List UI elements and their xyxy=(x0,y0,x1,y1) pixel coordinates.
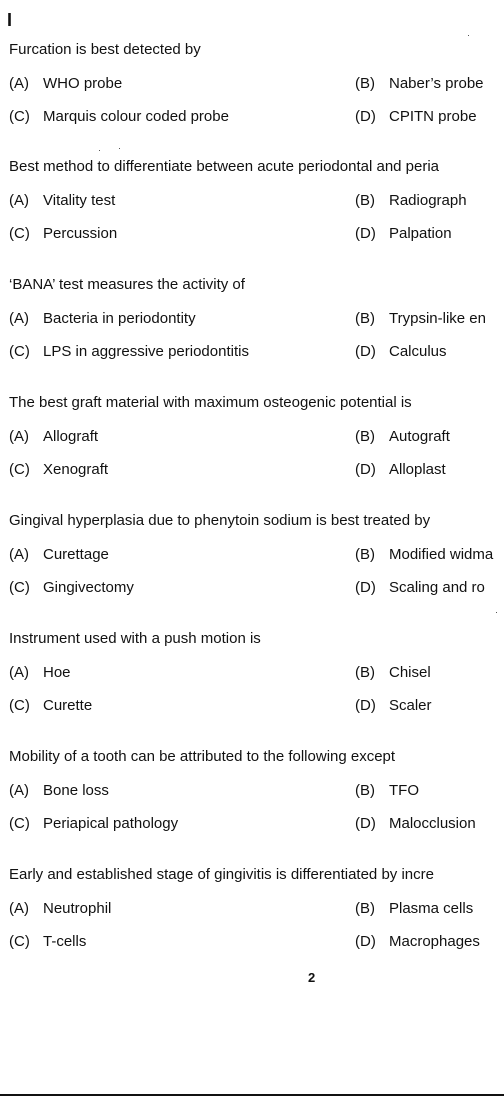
option-a xyxy=(9,664,71,682)
option-b xyxy=(355,192,467,210)
scan-speck xyxy=(99,150,100,151)
option-text: CPITN probe xyxy=(389,108,477,125)
option-label: (A) xyxy=(9,428,29,445)
option-label: (A) xyxy=(9,75,29,92)
option-label: (A) xyxy=(9,192,29,209)
question-8 xyxy=(0,866,504,983)
option-b xyxy=(355,782,419,800)
option-text: Modified widma xyxy=(389,546,494,563)
option-label: (D) xyxy=(355,815,376,832)
option-text: Naber’s probe xyxy=(389,75,484,92)
option-c xyxy=(9,933,86,951)
option-c xyxy=(9,815,178,833)
option-b xyxy=(355,428,450,446)
option-label: (B) xyxy=(355,310,375,327)
option-label: (C) xyxy=(9,933,30,950)
question-5 xyxy=(0,512,504,629)
option-text: Scaler xyxy=(389,697,432,714)
option-text: WHO probe xyxy=(43,75,123,92)
option-label: (C) xyxy=(9,108,30,125)
option-a xyxy=(9,782,109,800)
option-label: (B) xyxy=(355,546,375,563)
option-d xyxy=(355,343,447,361)
option-d xyxy=(355,697,432,715)
option-text: Macrophages xyxy=(389,933,480,950)
scan-speck xyxy=(468,35,469,36)
option-label: (B) xyxy=(355,428,375,445)
option-label: (A) xyxy=(9,900,29,917)
option-label: (B) xyxy=(355,900,375,917)
question-3 xyxy=(0,276,504,393)
option-label: (C) xyxy=(9,461,30,478)
question-stem: Mobility of a tooth can be attributed to the following except xyxy=(9,748,396,765)
option-d xyxy=(355,108,477,126)
option-label: (B) xyxy=(355,192,375,209)
option-label: (C) xyxy=(9,579,30,596)
option-b xyxy=(355,900,473,918)
option-text: Percussion xyxy=(43,225,118,242)
option-label: (C) xyxy=(9,697,30,714)
option-c xyxy=(9,108,229,126)
option-label: (C) xyxy=(9,343,30,360)
option-text: Hoe xyxy=(43,664,71,681)
option-label: (D) xyxy=(355,579,376,596)
option-d xyxy=(355,461,446,479)
question-2 xyxy=(0,158,504,275)
scan-speck xyxy=(496,612,497,613)
option-label: (A) xyxy=(9,546,29,563)
option-label: (D) xyxy=(355,343,376,360)
option-text: Plasma cells xyxy=(389,900,474,917)
question-stem: The best graft material with maximum osteogenic potential is xyxy=(9,394,412,411)
option-label: (A) xyxy=(9,664,29,681)
option-text: Bacteria in periodontity xyxy=(43,310,196,327)
scan-speck xyxy=(119,148,120,149)
option-b xyxy=(355,310,486,328)
option-text: Chisel xyxy=(389,664,431,681)
option-d xyxy=(355,933,480,951)
option-label: (B) xyxy=(355,75,375,92)
option-label: (B) xyxy=(355,782,375,799)
option-text: Curettage xyxy=(43,546,109,563)
option-a xyxy=(9,428,98,446)
option-c xyxy=(9,225,117,243)
option-label: (D) xyxy=(355,697,376,714)
option-text: Scaling and ro xyxy=(389,579,485,596)
question-stem: Instrument used with a push motion is xyxy=(9,630,261,647)
option-a xyxy=(9,546,109,564)
option-text: Curette xyxy=(43,697,93,714)
option-c xyxy=(9,343,249,361)
option-text: Radiograph xyxy=(389,192,467,209)
option-d xyxy=(355,815,476,833)
option-label: (A) xyxy=(9,782,29,799)
option-text: Allograft xyxy=(43,428,99,445)
option-text: LPS in aggressive periodontitis xyxy=(43,343,249,360)
bottom-rule xyxy=(0,1094,504,1096)
option-a xyxy=(9,900,111,918)
option-text: TFO xyxy=(389,782,419,799)
option-text: Xenograft xyxy=(43,461,109,478)
option-d xyxy=(355,225,452,243)
option-text: Vitality test xyxy=(43,192,116,209)
option-text: Periapical pathology xyxy=(43,815,179,832)
option-text: Gingivectomy xyxy=(43,579,134,596)
option-label: (D) xyxy=(355,933,376,950)
option-a xyxy=(9,75,122,93)
question-stem: Early and established stage of gingivitis is differentiated by incre xyxy=(9,866,434,883)
option-label: (D) xyxy=(355,461,376,478)
option-text: Autograft xyxy=(389,428,450,445)
option-c xyxy=(9,697,92,715)
option-c xyxy=(9,461,108,479)
option-text: Trypsin-like en xyxy=(389,310,486,327)
page-number: 2 xyxy=(308,970,316,985)
option-b xyxy=(355,664,431,682)
question-stem: Best method to differentiate between acute periodontal and peria xyxy=(9,158,440,175)
option-b xyxy=(355,546,493,564)
question-4 xyxy=(0,394,504,511)
option-label: (A) xyxy=(9,310,29,327)
option-label: (D) xyxy=(355,108,376,125)
page-top-mark: I xyxy=(7,10,13,30)
option-text: Marquis colour coded probe xyxy=(43,108,229,125)
option-b xyxy=(355,75,484,93)
question-7 xyxy=(0,748,504,865)
option-text: Alloplast xyxy=(389,461,446,478)
question-stem: Furcation is best detected by xyxy=(9,41,201,58)
option-label: (C) xyxy=(9,815,30,832)
question-6 xyxy=(0,630,504,747)
question-1 xyxy=(0,41,504,158)
question-stem: Gingival hyperplasia due to phenytoin sodium is best treated by xyxy=(9,512,431,529)
option-text: Neutrophil xyxy=(43,900,112,917)
question-stem: ‘BANA’ test measures the activity of xyxy=(9,276,245,293)
option-text: Calculus xyxy=(389,343,447,360)
option-a xyxy=(9,310,196,328)
option-a xyxy=(9,192,115,210)
option-text: Malocclusion xyxy=(389,815,476,832)
option-c xyxy=(9,579,134,597)
option-text: Bone loss xyxy=(43,782,109,799)
option-label: (B) xyxy=(355,664,375,681)
option-label: (D) xyxy=(355,225,376,242)
option-label: (C) xyxy=(9,225,30,242)
option-text: Palpation xyxy=(389,225,452,242)
option-d xyxy=(355,579,485,597)
option-text: T-cells xyxy=(43,933,87,950)
